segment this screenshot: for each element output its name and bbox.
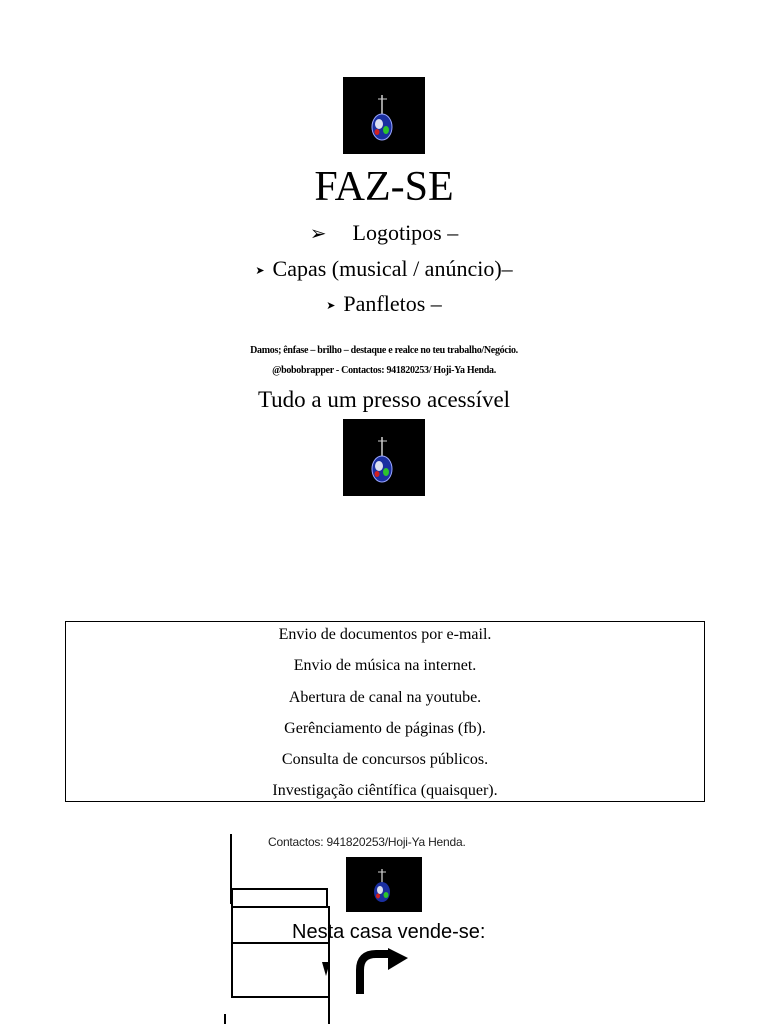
tagline: Tudo a um presso acessível <box>257 387 511 412</box>
offer-item-panfletos <box>0 291 768 319</box>
service-item: Investigação ciêntífica (quaisquer). <box>272 782 498 800</box>
glass-bulb-icon <box>343 77 425 154</box>
vertical-line <box>328 996 330 1024</box>
logo-image-middle <box>343 419 425 496</box>
logo-image-top <box>343 77 425 154</box>
offer-item-label: Logotipos – <box>352 220 459 245</box>
service-item: Gerênciamento de páginas (fb). <box>284 719 486 737</box>
offer-item-label: Capas (musical / anúncio)– <box>272 256 513 281</box>
diagram-box <box>231 888 328 908</box>
u-turn-arrow-icon <box>356 948 412 996</box>
offer-item-label: Panfletos – <box>343 291 442 316</box>
bullet-arrow-icon: ➤ <box>326 299 336 312</box>
sale-text: Nesta casa vende-se: <box>292 921 486 943</box>
glass-bulb-icon <box>346 857 422 912</box>
vertical-line <box>224 1014 226 1024</box>
service-item: Envio de música na internet. <box>293 657 477 675</box>
offer-item-logotipos <box>0 220 768 247</box>
footer-contact: Contactos: 941820253/Hoji-Ya Henda. <box>268 835 466 849</box>
logo-image-bottom <box>346 857 422 912</box>
bullet-arrow-icon: ➤ <box>255 264 265 277</box>
glass-bulb-icon <box>343 419 425 496</box>
service-item: Abertura de canal na youtube. <box>288 688 482 706</box>
page-title: FAZ-SE <box>314 164 454 210</box>
offer-item-capas <box>0 256 768 284</box>
service-item: Consulta de concursos públicos. <box>281 751 489 769</box>
pitch-line: Damos; ênfase – brilho – destaque e realce no teu trabalho/Negócio. <box>250 345 518 356</box>
bullet-arrow-icon: ➢ <box>309 223 327 245</box>
services-table <box>65 621 705 802</box>
pitch-contact-line: @bobobrapper - Contactos: 941820253/ Hoji-Ya Henda. <box>272 365 496 376</box>
down-arrow-icon <box>320 962 332 978</box>
service-item: Envio de documentos por e-mail. <box>278 626 492 643</box>
diagram-box <box>231 942 330 998</box>
